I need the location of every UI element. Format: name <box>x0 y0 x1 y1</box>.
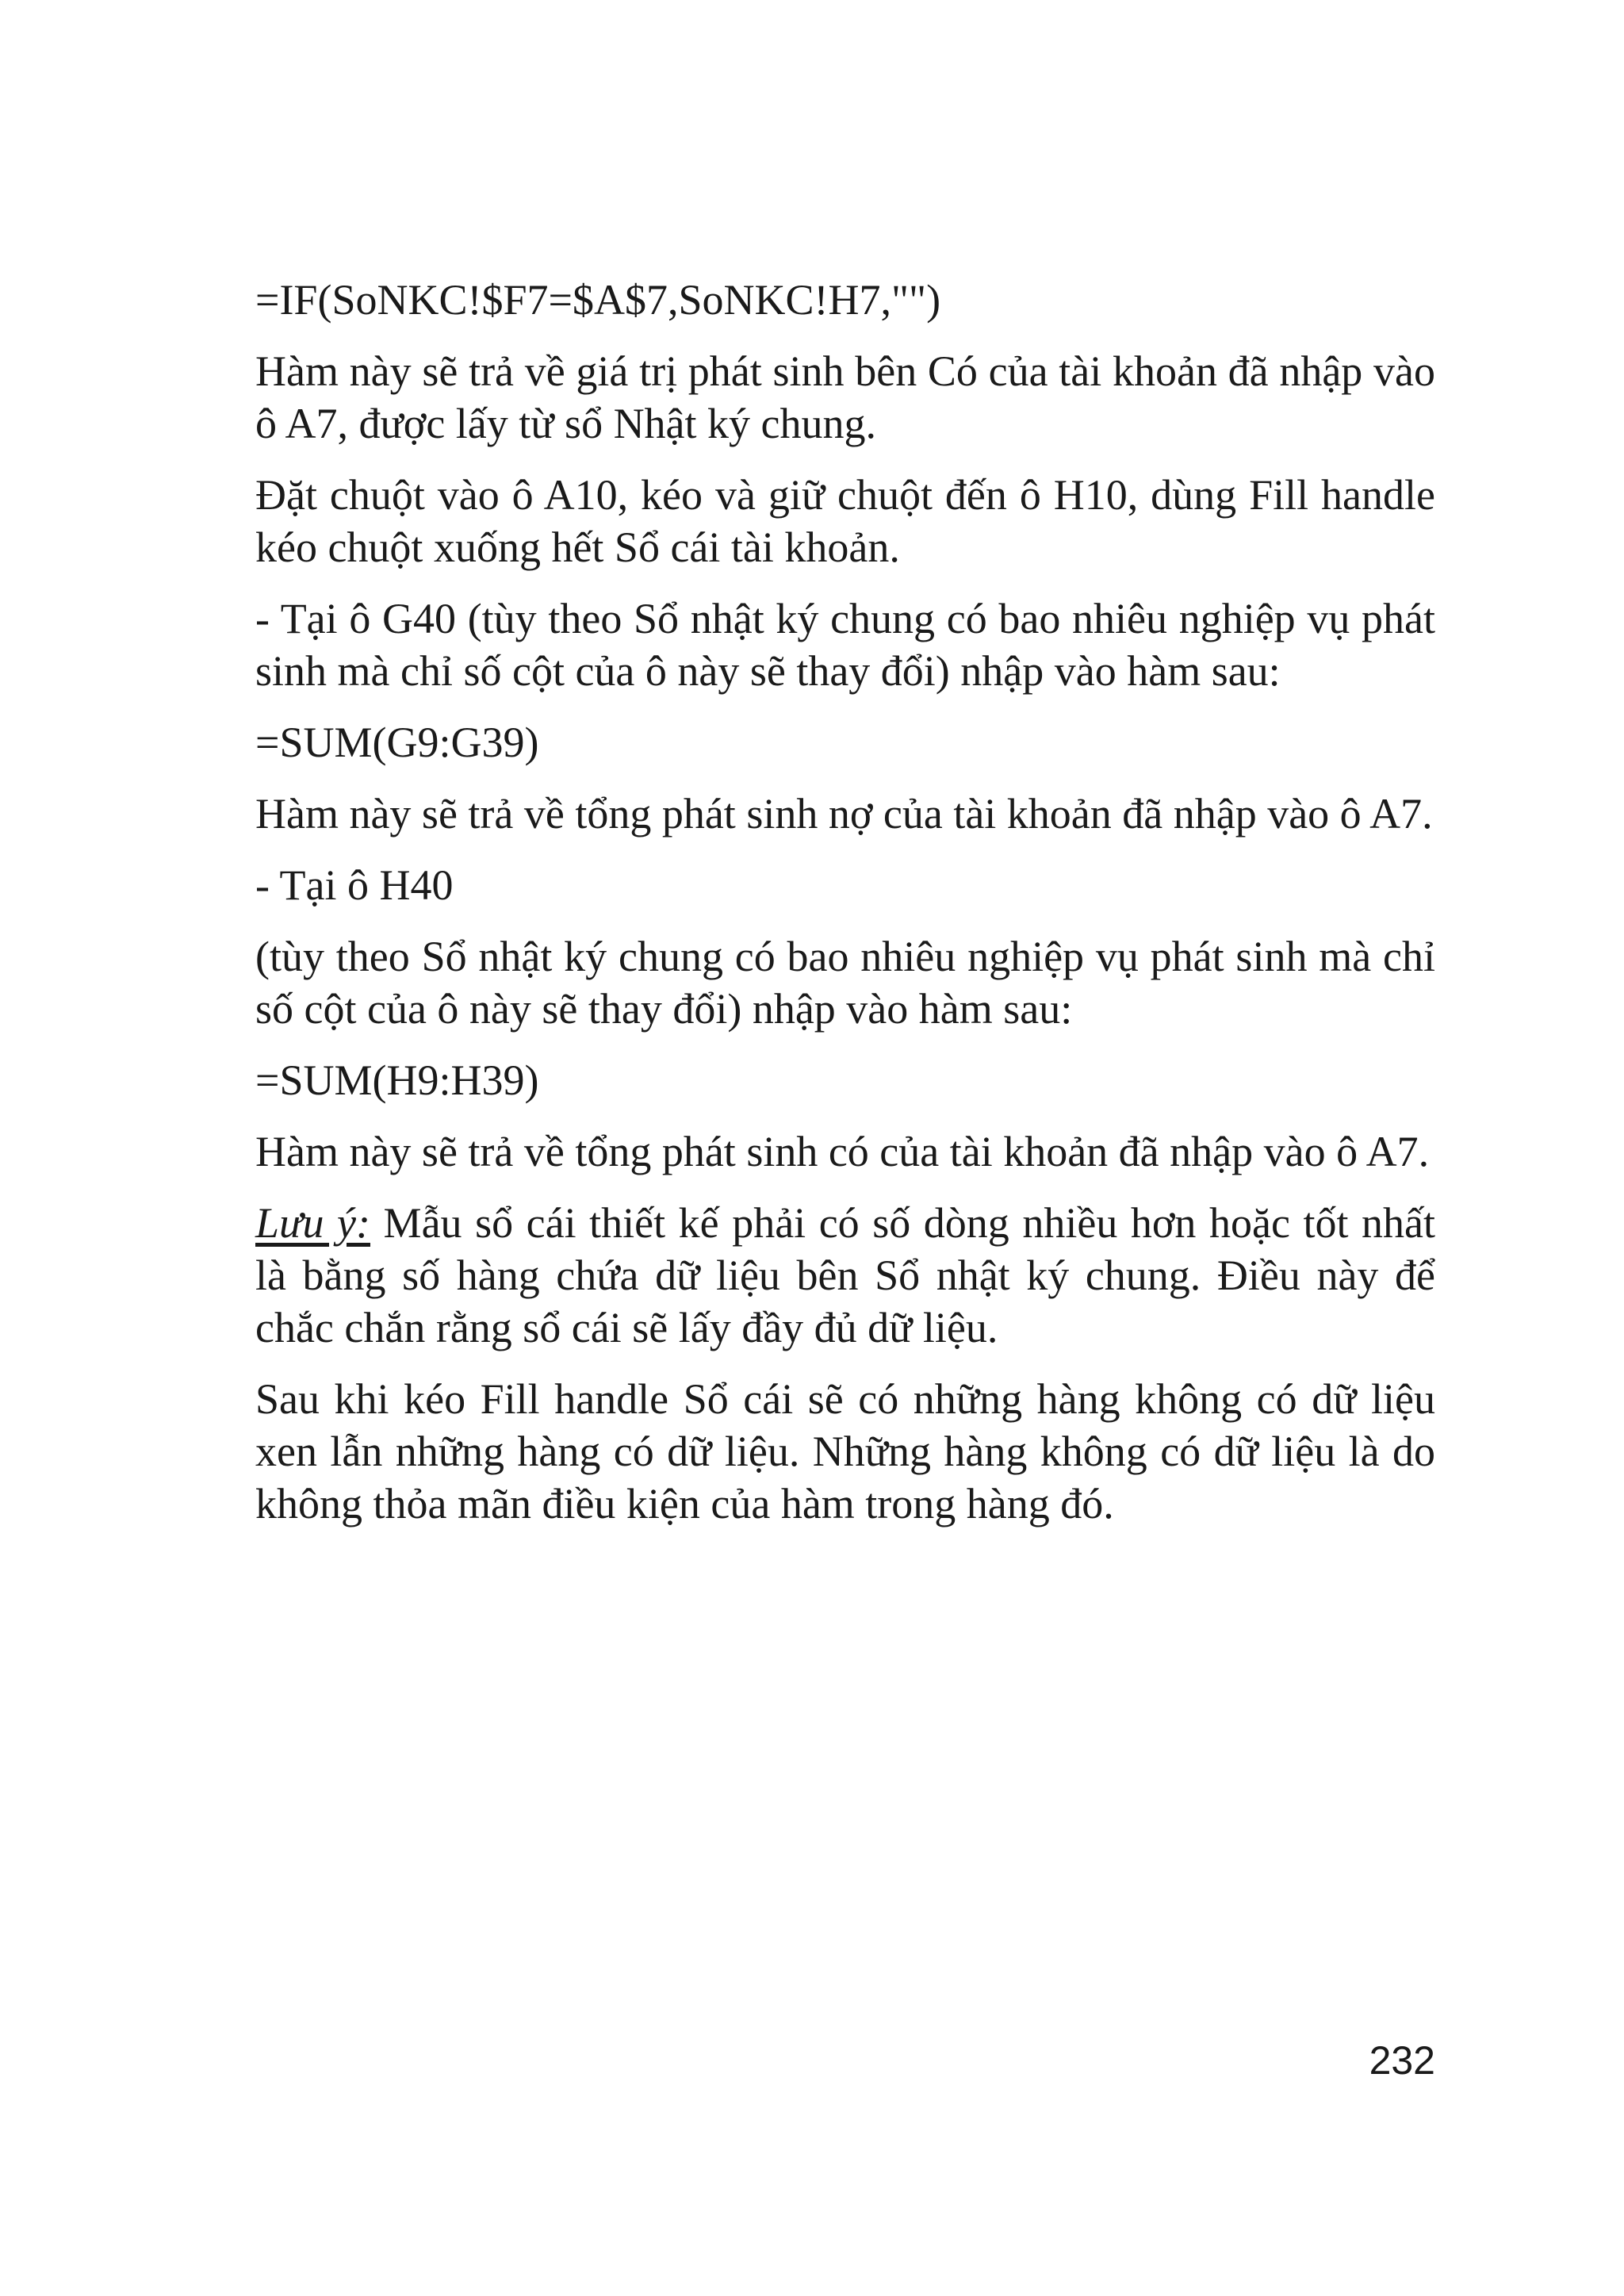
paragraph-after-fill: Sau khi kéo Fill handle Sổ cái sẽ có những hàng không có dữ liệu xen lẫn những hàng có dữ liệu. Những hàng không có dữ liệu là do không thỏa mãn điều kiện của hàm trong hàng đó. <box>255 1375 1435 1527</box>
paragraph-fill-handle: Đặt chuột vào ô A10, kéo và giữ chuột đến ô H10, dùng Fill handle kéo chuột xuống hết Sổ cái tài khoản. <box>255 471 1435 571</box>
page-body <box>255 274 1435 1549</box>
formula-sum-h: =SUM(H9:H39) <box>255 1056 539 1104</box>
paragraph-debit-total: Hàm này sẽ trả về tổng phát sinh nợ của tài khoản đã nhập vào ô A7. <box>255 790 1433 838</box>
paragraph-note <box>255 1197 1435 1354</box>
note-label: Lưu ý: <box>255 1199 370 1247</box>
paragraph-credit-total: Hàm này sẽ trả về tổng phát sinh có của tài khoản đã nhập vào ô A7. <box>255 1128 1430 1175</box>
page-number: 232 <box>1369 2038 1435 2083</box>
paragraph-credit-value: Hàm này sẽ trả về giá trị phát sinh bên Có của tài khoản đã nhập vào ô A7, được lấy từ sổ Nhật ký chung. <box>255 347 1435 447</box>
formula-if: =IF(SoNKC!$F7=$A$7,SoNKC!H7,"") <box>255 276 941 324</box>
note-text: Mẫu sổ cái thiết kế phải có số dòng nhiều hơn hoặc tốt nhất là bằng số hàng chứa dữ liệu bên Sổ nhật ký chung. Điều này để chắc chắn rằng sổ cái sẽ lấy đầy đủ dữ liệu. <box>255 1199 1436 1351</box>
paragraph-cell-h40-detail: (tùy theo Sổ nhật ký chung có bao nhiêu nghiệp vụ phát sinh mà chỉ số cột của ô này sẽ thay đổi) nhập vào hàm sau: <box>255 933 1435 1033</box>
paragraph-cell-g40: - Tại ô G40 (tùy theo Sổ nhật ký chung có bao nhiêu nghiệp vụ phát sinh mà chỉ số cột của ô này sẽ thay đổi) nhập vào hàm sau: <box>255 595 1435 695</box>
paragraph-cell-h40: - Tại ô H40 <box>255 861 454 909</box>
formula-sum-g: =SUM(G9:G39) <box>255 719 539 766</box>
